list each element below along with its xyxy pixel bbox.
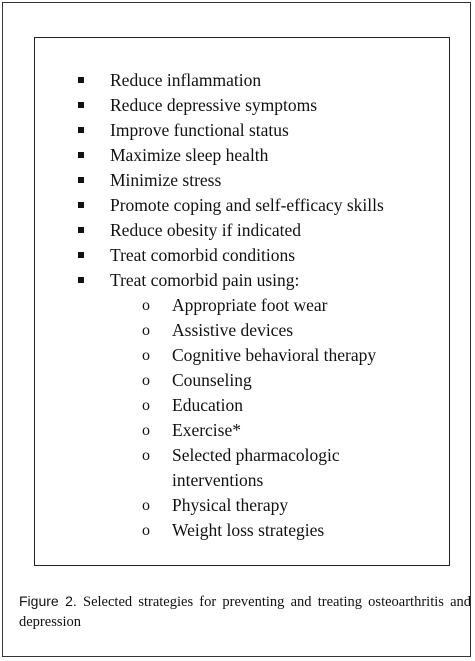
strategy-list: [75, 68, 445, 543]
bullet-square-icon: [78, 152, 84, 158]
figure-label: Figure 2.: [19, 593, 77, 609]
list-item: [75, 193, 445, 218]
sublist-item: [142, 343, 445, 368]
list-item: [75, 168, 445, 193]
bullet-circle-icon: o: [142, 522, 150, 539]
list-item-text: Reduce obesity if indicated: [110, 220, 301, 240]
sublist-item: [142, 318, 445, 343]
bullet-square-icon: [78, 277, 84, 283]
sublist-item-text: Selected pharmacologic interventions: [172, 445, 340, 490]
list-item-text: Reduce depressive symptoms: [110, 95, 318, 115]
sublist-item-text: Cognitive behavioral therapy: [172, 345, 377, 365]
sublist-item: [142, 293, 445, 318]
sublist-item-text: Weight loss strategies: [172, 520, 325, 540]
strategy-box: [34, 37, 450, 566]
bullet-square-icon: [78, 227, 84, 233]
bullet-square-icon: [78, 202, 84, 208]
bullet-circle-icon: o: [142, 347, 150, 364]
figure-caption: [19, 591, 471, 632]
list-item: [75, 218, 445, 243]
list-item-text: Improve functional status: [110, 120, 289, 140]
figure-caption-text: Selected strategies for preventing and treating osteoarthritis and depression: [19, 594, 472, 630]
list-item-text: Treat comorbid pain using:: [110, 270, 300, 290]
bullet-circle-icon: o: [142, 372, 150, 389]
bullet-square-icon: [78, 77, 84, 83]
sublist-item-text: Exercise*: [172, 420, 241, 440]
sublist-item-text: Assistive devices: [172, 320, 294, 340]
bullet-square-icon: [78, 102, 84, 108]
bullet-circle-icon: o: [142, 297, 150, 314]
bullet-square-icon: [78, 177, 84, 183]
pain-strategy-sublist: [142, 293, 445, 543]
sublist-item: [142, 393, 445, 418]
sublist-item: [142, 368, 445, 393]
list-item: [75, 68, 445, 93]
bullet-circle-icon: o: [142, 497, 150, 514]
figure-frame: [2, 2, 471, 657]
sublist-item-text: Education: [172, 395, 243, 415]
list-item: [75, 243, 445, 268]
list-item: [75, 143, 445, 168]
list-item: [75, 268, 445, 543]
sublist-item: [142, 418, 445, 443]
sublist-item: [142, 518, 445, 543]
bullet-circle-icon: o: [142, 322, 150, 339]
list-item-text: Maximize sleep health: [110, 145, 269, 165]
list-item-text: Treat comorbid conditions: [110, 245, 296, 265]
sublist-item-text: Appropriate foot wear: [172, 295, 328, 315]
bullet-circle-icon: o: [142, 397, 150, 414]
sublist-item-text: Physical therapy: [172, 495, 289, 515]
bullet-square-icon: [78, 127, 84, 133]
list-item-text: Reduce inflammation: [110, 70, 262, 90]
bullet-circle-icon: o: [142, 447, 150, 464]
list-item: [75, 93, 445, 118]
sublist-item: [142, 493, 445, 518]
list-item-text: Minimize stress: [110, 170, 222, 190]
list-item-text: Promote coping and self-efficacy skills: [110, 195, 384, 215]
sublist-item: [142, 443, 362, 493]
list-item: [75, 118, 445, 143]
sublist-item-text: Counseling: [172, 370, 252, 390]
bullet-circle-icon: o: [142, 422, 150, 439]
bullet-square-icon: [78, 252, 84, 258]
